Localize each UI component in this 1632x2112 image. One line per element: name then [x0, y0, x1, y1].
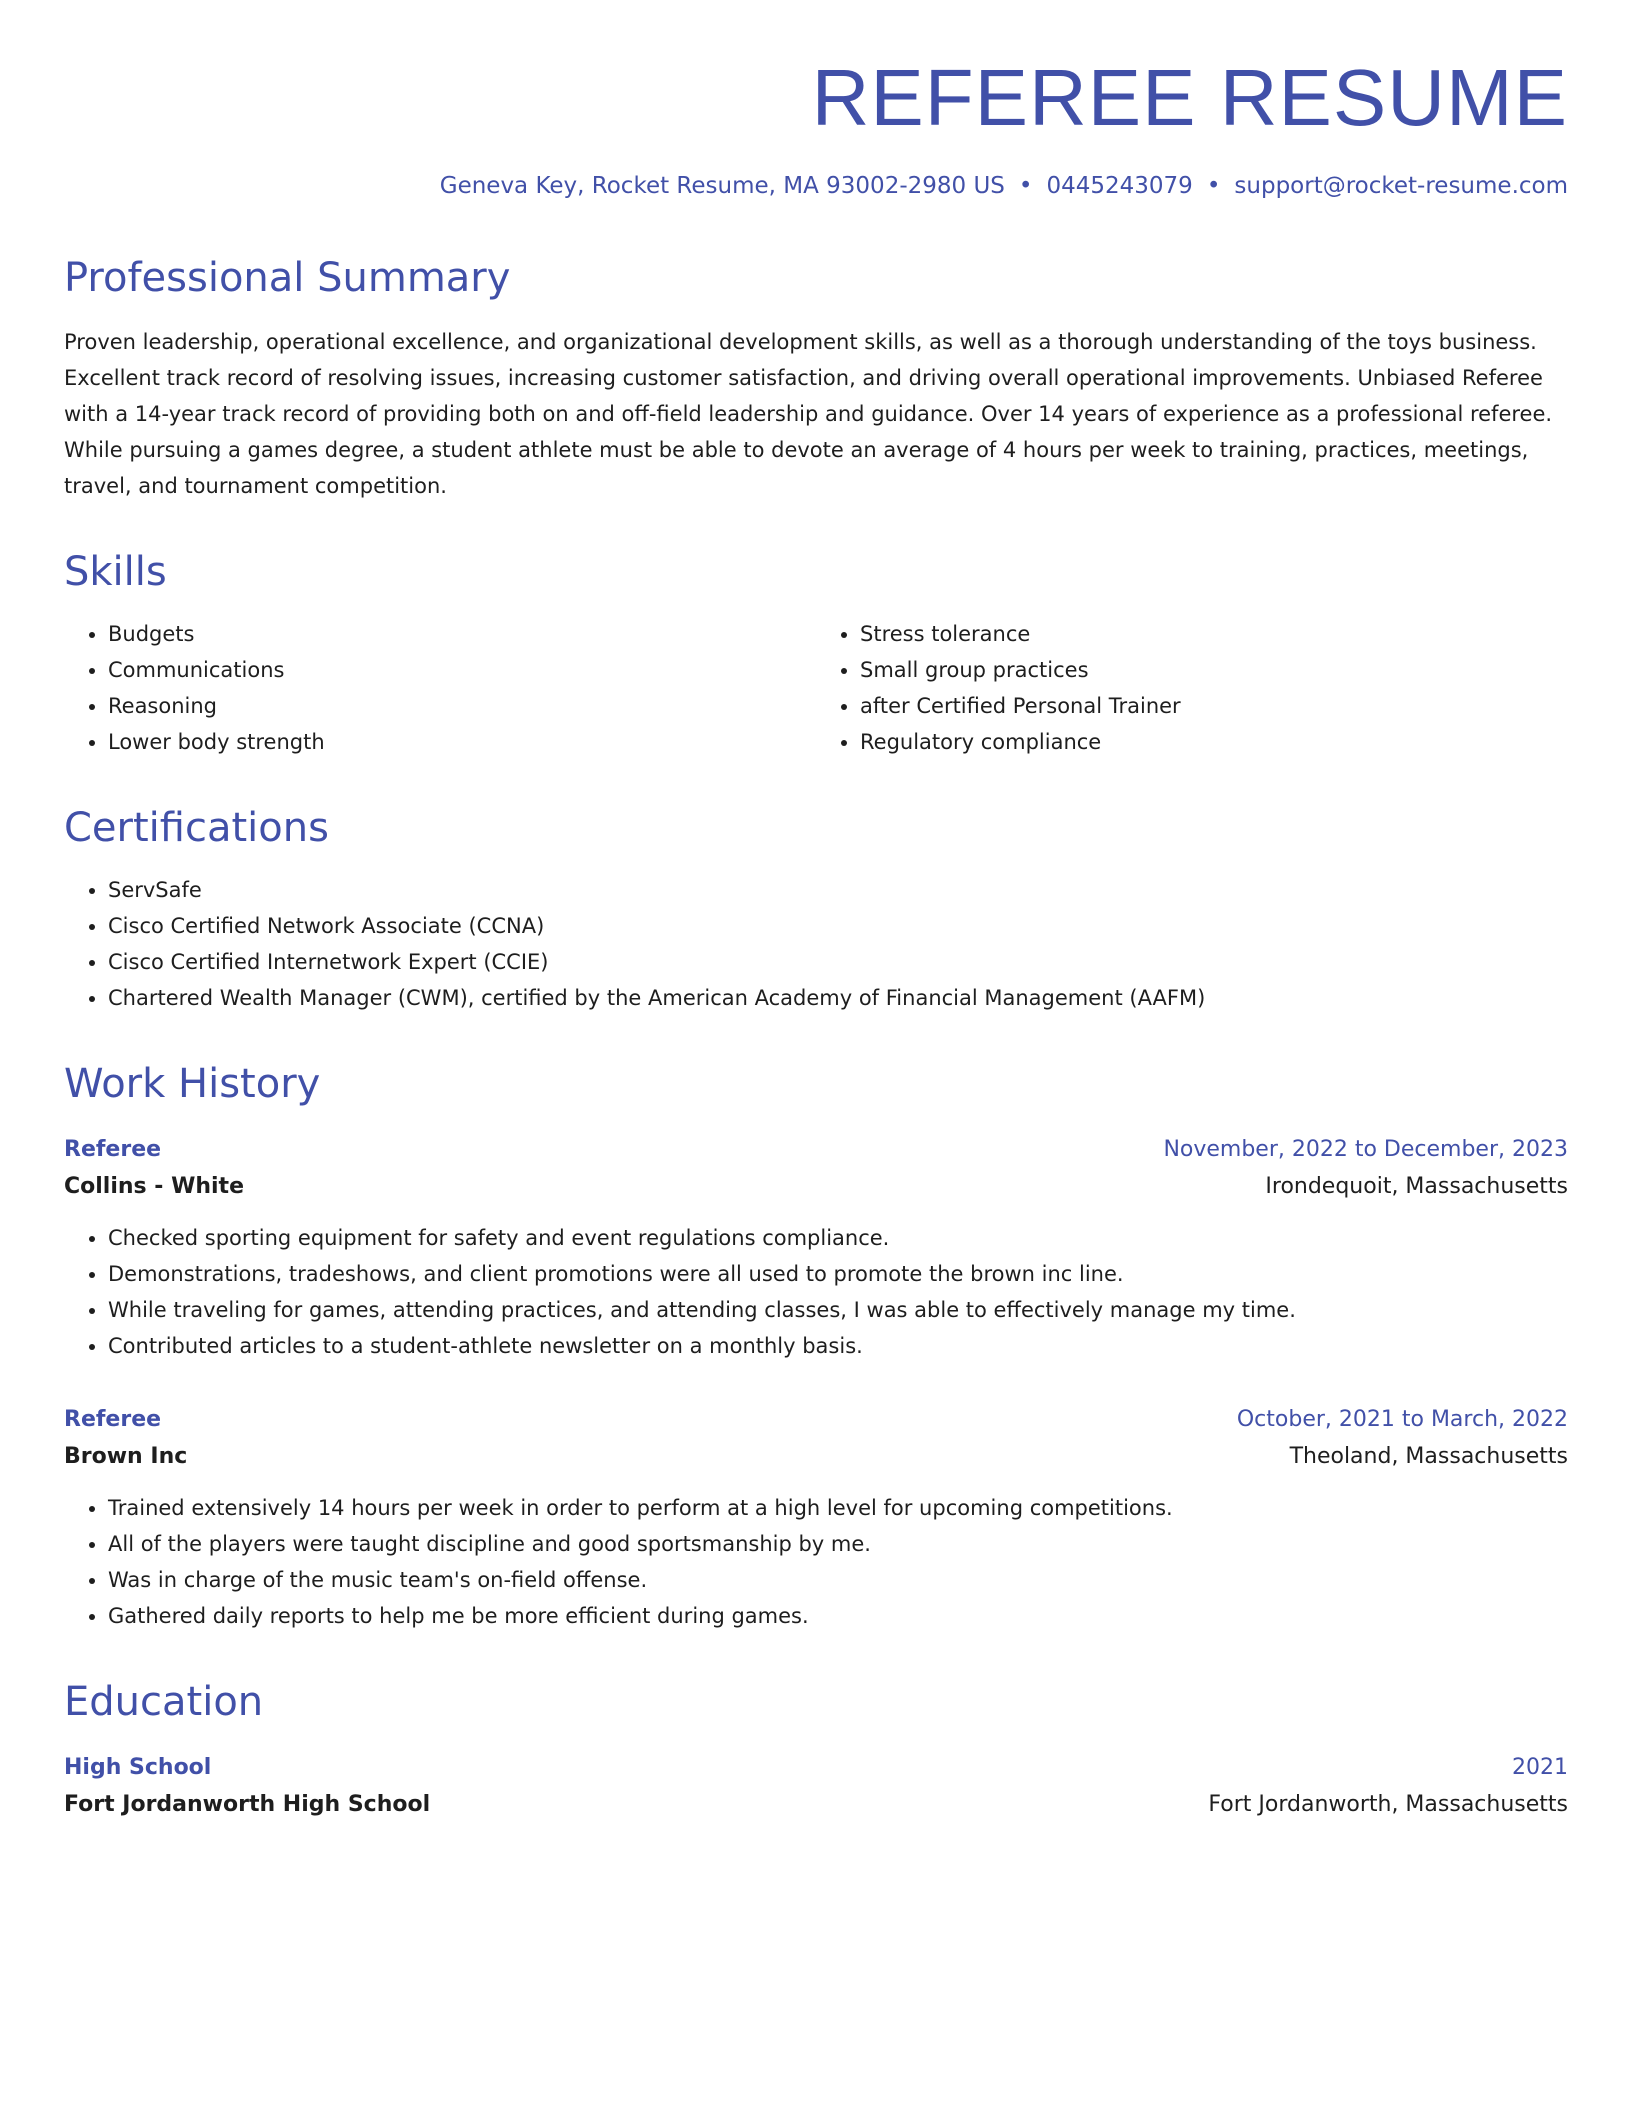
education-school-row: [64, 1786, 1568, 1824]
skills-grid: [64, 616, 1568, 760]
job-company-row: [64, 1168, 1568, 1206]
skills-list-left: [64, 616, 816, 760]
certifications-section: [64, 804, 1568, 1016]
job-location: Irondequoit, Massachusetts: [1265, 1173, 1568, 1199]
job-bullet: • Was in charge of the music team's on-field offense.: [108, 1562, 1568, 1598]
contact-line: [64, 172, 1568, 202]
skill-item: • Stress tolerance: [860, 616, 1568, 652]
job-bullet: • Gathered daily reports to help me be more efficient during games.: [108, 1598, 1568, 1634]
certification-item: • Chartered Wealth Manager (CWM), certified by the American Academy of Financial Management (AAFM): [108, 980, 1568, 1016]
job-bullet: • All of the players were taught discipline and good sportsmanship by me.: [108, 1526, 1568, 1562]
education-entry: [64, 1750, 1568, 1824]
job-title-row: [64, 1402, 1568, 1438]
skill-item: • Budgets: [108, 616, 816, 652]
education-degree: High School: [64, 1754, 212, 1780]
contact-separator: •: [1206, 173, 1221, 199]
job-bullet: • Demonstrations, tradeshows, and client promotions were all used to promote the brown inc line.: [108, 1256, 1568, 1292]
job-role: Referee: [64, 1406, 162, 1432]
certification-item: • Cisco Certified Internetwork Expert (CCIE): [108, 944, 1568, 980]
education-heading: Education: [64, 1678, 264, 1725]
skills-list-right: [816, 616, 1568, 760]
skill-item: • Small group practices: [860, 652, 1568, 688]
summary-heading: Professional Summary: [64, 254, 511, 301]
job-bullets: [64, 1490, 1568, 1634]
education-degree-row: [64, 1750, 1568, 1786]
education-section: [64, 1678, 1568, 1824]
job-location: Theoland, Massachusetts: [1289, 1443, 1568, 1469]
job-entry: [64, 1402, 1568, 1634]
contact-separator: •: [1018, 173, 1033, 199]
resume-title: REFEREE RESUME: [811, 53, 1568, 142]
contact-address: Geneva Key, Rocket Resume, MA 93002-2980 US: [439, 173, 1005, 199]
job-company: Brown Inc: [64, 1443, 188, 1469]
job-dates: November, 2022 to December, 2023: [1163, 1136, 1568, 1162]
skill-item: • Regulatory compliance: [860, 724, 1568, 760]
work-history-heading: Work History: [64, 1060, 321, 1107]
certification-item: • Cisco Certified Network Associate (CCNA): [108, 908, 1568, 944]
skills-heading: Skills: [64, 548, 167, 595]
contact-phone: 0445243079: [1046, 173, 1193, 199]
certifications-list: [64, 872, 1568, 1016]
skill-item: • after Certified Personal Trainer: [860, 688, 1568, 724]
job-bullet: • While traveling for games, attending practices, and attending classes, I was able to effectively manage my time.: [108, 1292, 1568, 1328]
education-location: Fort Jordanworth, Massachusetts: [1208, 1791, 1568, 1817]
certifications-heading: Certifications: [64, 804, 329, 851]
summary-text: Proven leadership, operational excellence, and organizational development skills, as well as a thorough understanding of the toys business. Excellent track record of resolving issues, increasing customer satisfaction, and driving overall operational improvements. Unbiased Referee with a 14-year track record of providing both on and off-field leadership and guidance. Over 14 years of experience as a professional referee. While pursuing a games degree, a student athlete must be able to devote an average of 4 hours per week to training, practices, meetings, travel, and tournament competition.: [64, 329, 1553, 498]
resume-header: [64, 52, 1568, 202]
work-history-section: [64, 1060, 1568, 1634]
job-bullets: [64, 1220, 1568, 1364]
job-bullet: • Checked sporting equipment for safety and event regulations compliance.: [108, 1220, 1568, 1256]
education-year: 2021: [1512, 1754, 1568, 1780]
education-school: Fort Jordanworth High School: [64, 1791, 431, 1817]
job-company: Collins - White: [64, 1173, 244, 1199]
certification-item: • ServSafe: [108, 872, 1568, 908]
job-role: Referee: [64, 1136, 162, 1162]
skill-item: • Lower body strength: [108, 724, 816, 760]
job-entry: [64, 1132, 1568, 1364]
skill-item: • Communications: [108, 652, 816, 688]
job-title-row: [64, 1132, 1568, 1168]
skill-item: • Reasoning: [108, 688, 816, 724]
contact-email: support@rocket-resume.com: [1234, 173, 1568, 199]
job-company-row: [64, 1438, 1568, 1476]
job-bullet: • Contributed articles to a student-athlete newsletter on a monthly basis.: [108, 1328, 1568, 1364]
job-dates: October, 2021 to March, 2022: [1236, 1406, 1568, 1432]
summary-section: [64, 254, 1568, 504]
job-bullet: • Trained extensively 14 hours per week in order to perform at a high level for upcoming competitions.: [108, 1490, 1568, 1526]
skills-section: [64, 548, 1568, 760]
